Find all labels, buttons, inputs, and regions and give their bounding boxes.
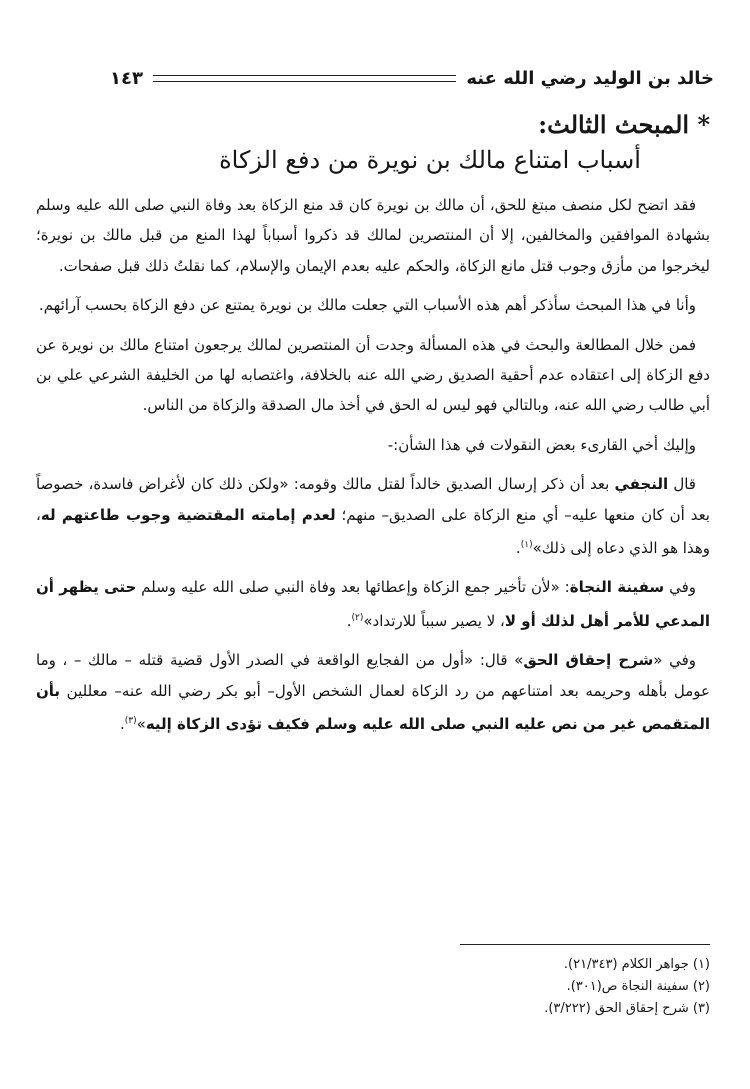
p5-tail: ، وهذا هو الذي دعاه إلى ذلك» bbox=[36, 505, 710, 558]
emphasis: لعدم إمامته المقتضية وجوب طاعتهم له bbox=[40, 505, 336, 524]
section-heading: * المبحث الثالث: bbox=[538, 110, 710, 139]
paragraph-7 bbox=[36, 645, 710, 739]
header-rule bbox=[153, 75, 456, 82]
page-number: ١٤٣ bbox=[110, 67, 143, 89]
paragraph-2: وأنا في هذا المبحث سأذكر أهم هذه الأسباب التي جعلت مالك بن نويرة يمتنع عن دفع الزكاة بحسب آرائهم. bbox=[38, 296, 696, 315]
paragraph-4: وإليك أخي القارىء بعض النقولات في هذا الشأن:- bbox=[387, 435, 696, 454]
footnote-3: (٣) شرح إحقاق الحق (٣/٢٢٢). bbox=[544, 1001, 710, 1016]
footnote-ref: (٢) bbox=[351, 612, 364, 623]
running-header bbox=[110, 62, 714, 94]
running-title: خالد بن الوليد رضي الله عنه bbox=[466, 67, 714, 89]
p6-pre: وفي bbox=[664, 578, 696, 597]
footnote-separator bbox=[460, 944, 710, 945]
emphasis: بأن المتقمص غير من نص عليه النبي صلى الله عليه وسلم فكيف تؤدى الزكاة إليه bbox=[36, 681, 710, 734]
p6-tail: ، لا يصير سبباً للارتداد» bbox=[363, 611, 505, 630]
footnotes bbox=[300, 954, 710, 1020]
p7-end: . bbox=[119, 715, 125, 734]
paragraph-6 bbox=[36, 572, 710, 636]
p5-end: . bbox=[515, 539, 521, 558]
p7-text: » قال: «أول من الفجايع الواقعة في الصدر الأول قضية قتله – مالك – ، وما عومل بأهله وحريمه بعد امتناعهم من رد الزكاة لعمال الشخص الأول– أبو بكر رضي الله عنه– معللين bbox=[36, 651, 710, 700]
emphasis: حتى يظهر أن المدعي للأمر أهل لذلك أو لا bbox=[36, 578, 710, 630]
p7-tail: » bbox=[136, 715, 146, 734]
paragraph-1: فقد اتضح لكل منصف مبتغ للحق، أن مالك بن نويرة كان قد منع الزكاة بعد وفاة النبي صلى الله عليه وسلم بشهادة الموافقين والمخالفين، إلا أن المنتصرين لمالك قد ذكروا أسباباً لهذا المنع من قبل مالك بن نويرة؛ ليخرجوا من مأزق وجوب قتل مانع الزكاة، والحكم عليه بعدم الإيمان والإسلام، كما نقلتُ ذلك قبل صفحات. bbox=[36, 196, 710, 275]
body-text bbox=[36, 190, 710, 749]
source-name: سفينة النجاة bbox=[569, 578, 665, 597]
p6-text: : «لأن تأخير جمع الزكاة وإعطائها بعد وفاة النبي صلى الله عليه وسلم bbox=[136, 578, 570, 597]
paragraph-3: فمن خلال المطالعة والبحث في هذه المسألة وجدت أن المنتصرين لمالك يرجعون امتناع مالك بن نويرة عن دفع الزكاة إلى اعتقاده عدم أحقية الصديق رضي الله عنه بالخلافة، واغتصابه لها من الخليفة الشرعي علي بن أبي طالب رضي الله عنه، وبالتالي فهو ليس له الحق في أخذ مال الصدقة والزكاة من الناس. bbox=[36, 335, 710, 415]
paragraph-5 bbox=[36, 469, 710, 563]
footnote-ref: (٣) bbox=[124, 716, 137, 727]
footnote-ref: (١) bbox=[520, 540, 533, 551]
footnote-2: (٢) سفينة النجاة ص(٣٠١). bbox=[566, 979, 710, 994]
footnote-1: (١) جواهر الكلام (٢١/٣٤٣). bbox=[563, 957, 710, 972]
source-name: النجفي bbox=[614, 475, 669, 494]
p7-pre: وفي « bbox=[653, 651, 697, 670]
source-name: شرح إحقاق الحق bbox=[523, 651, 654, 670]
p5-pre: قال bbox=[668, 475, 696, 494]
section-subtitle: أسباب امتناع مالك بن نويرة من دفع الزكاة bbox=[219, 146, 641, 174]
p6-end: . bbox=[346, 611, 352, 630]
p5-text: بعد أن ذكر إرسال الصديق خالداً لقتل مالك وقومه: «ولكن ذلك كان لأغراض فاسدة، خصوصاً بعد أن كان منعها عليه– أي منع الزكاة على الصديق– منهم؛ bbox=[36, 475, 710, 524]
